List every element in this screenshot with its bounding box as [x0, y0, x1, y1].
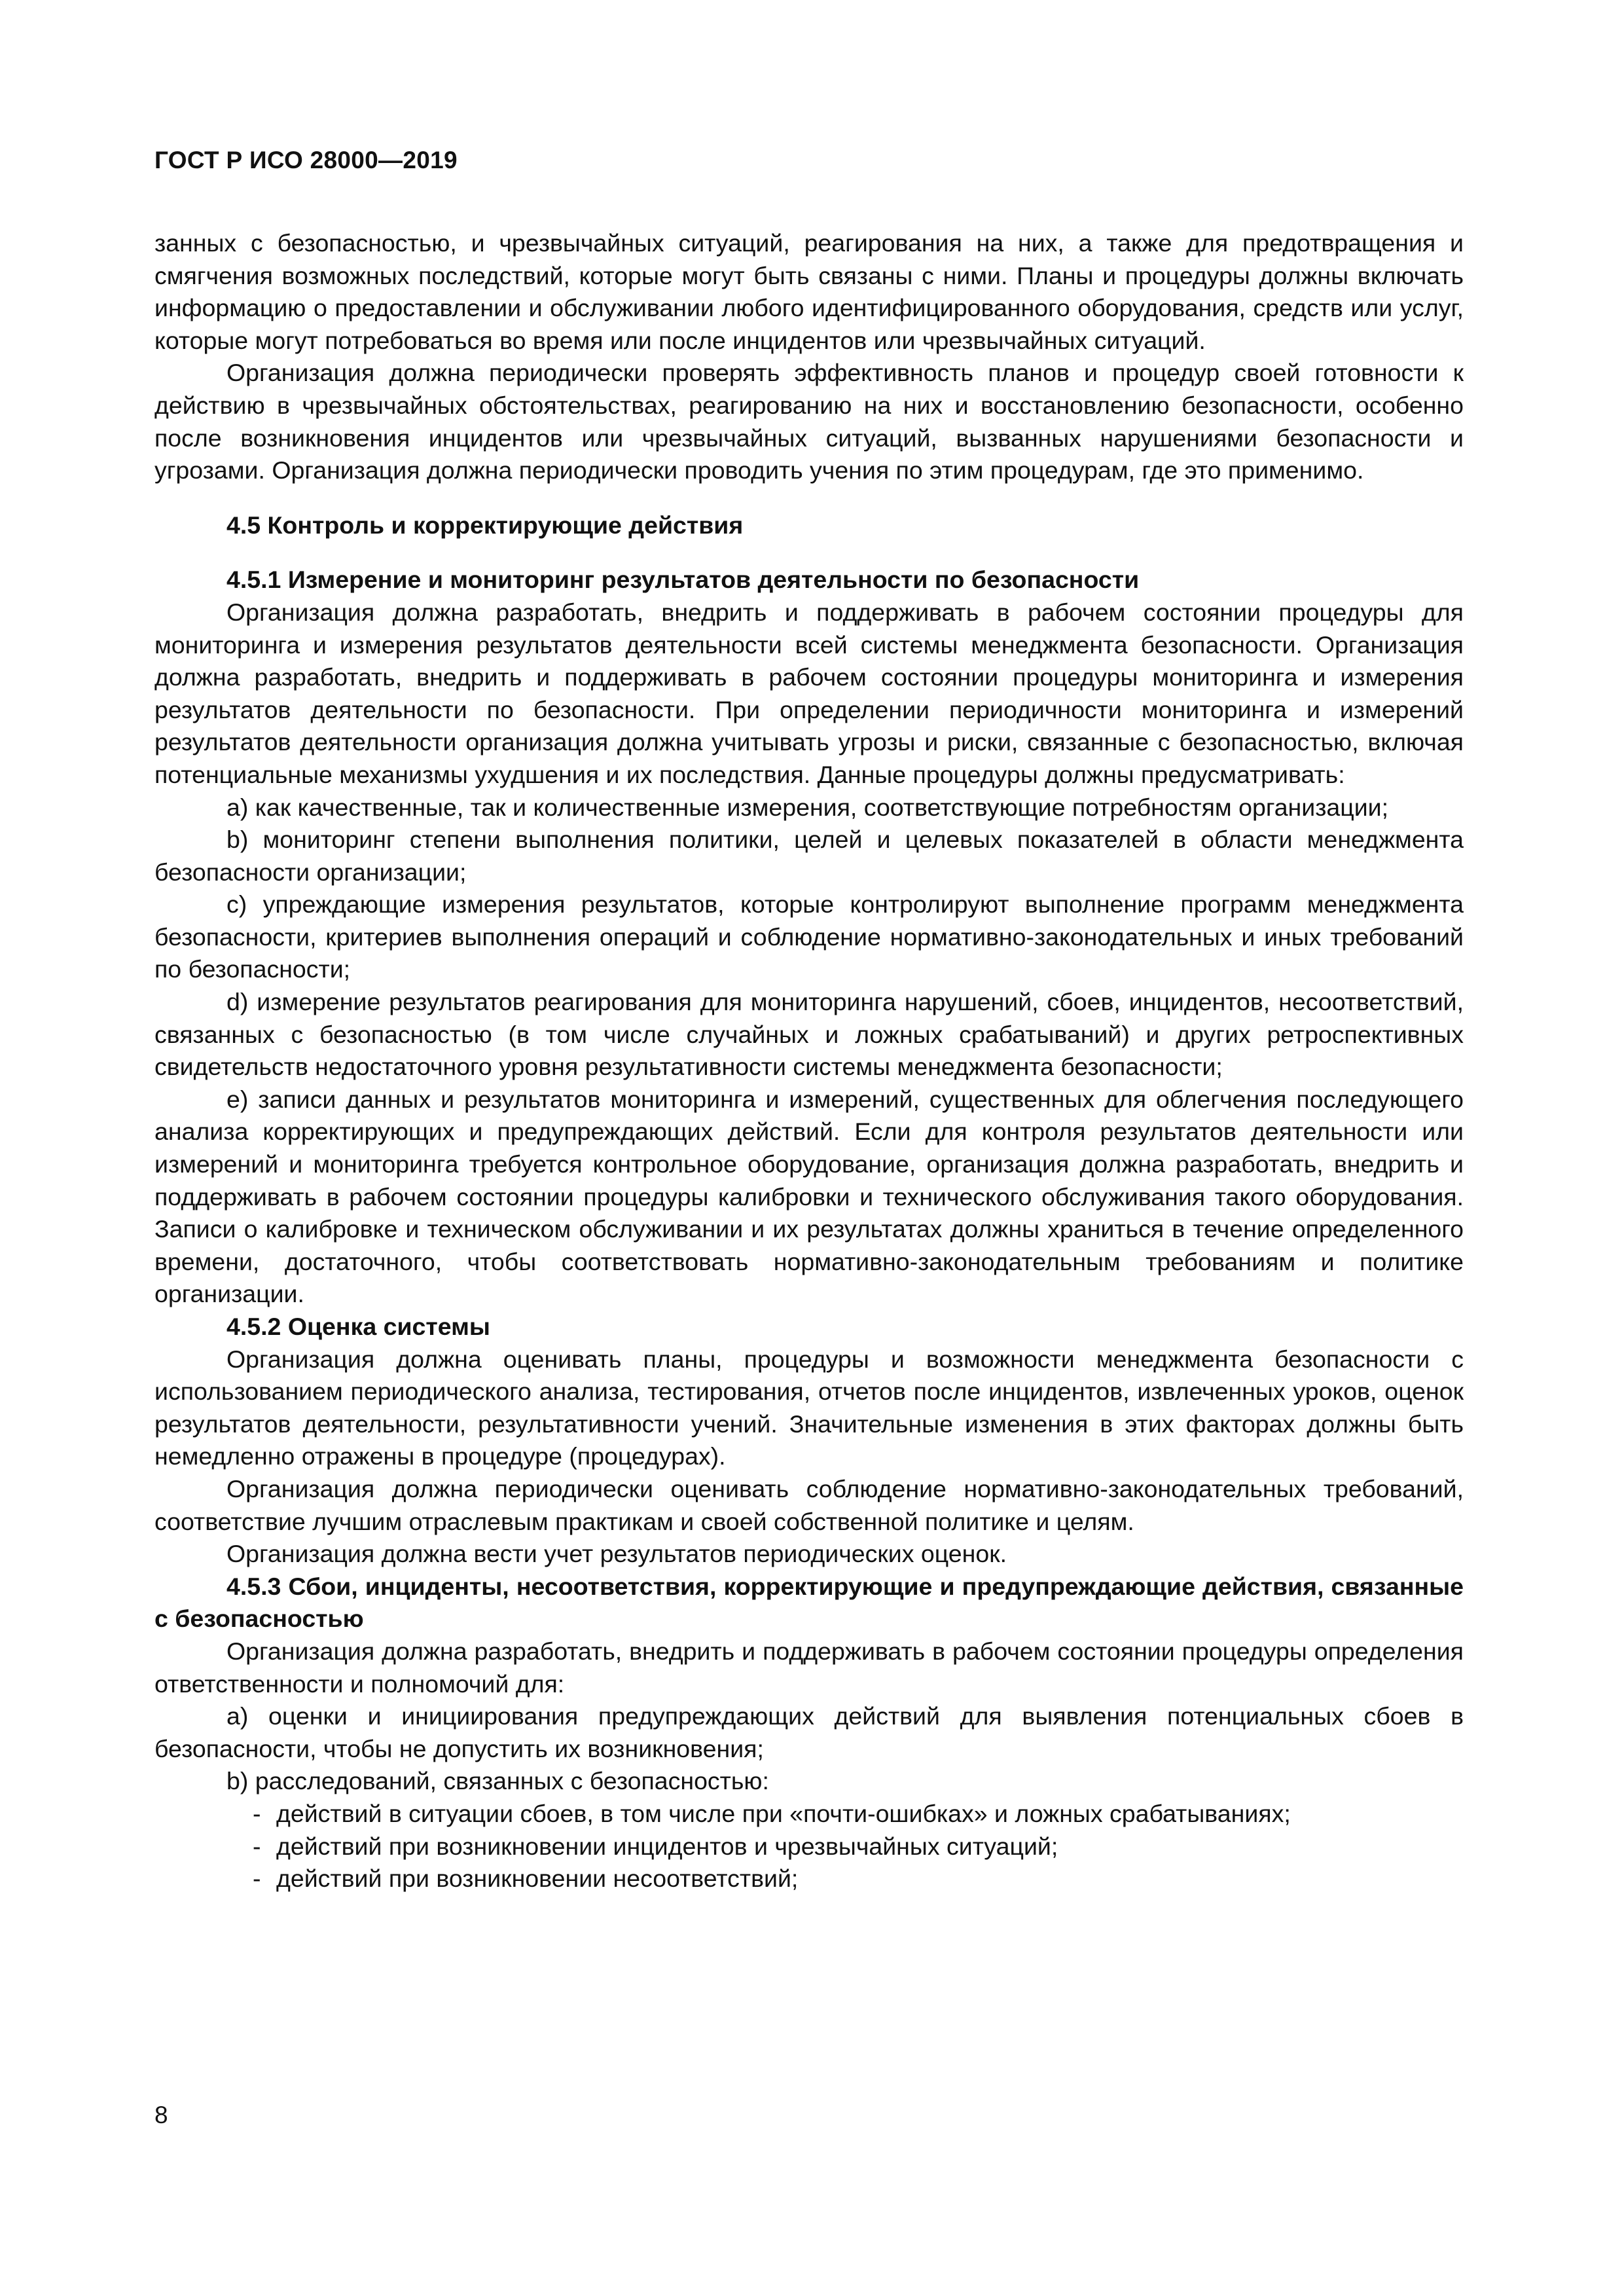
paragraph-4-5-1: Организация должна разработать, внедрить и поддерживать в рабочем состоянии процедуры для мониторинга и измерения результатов деятельности всей системы менеджмента безопасности. Организация должна разработать, внедрить и поддерживать в рабочем состоянии процедуры мониторинга и измерения результатов деятельности по безопасности. При определении периодичности мониторинга и измерений результатов деятельности организация должна учитывать угрозы и риски, связанные с безопасностью, включая потенциальные механизмы ухудшения и их последствия. Данные процедуры должны предусматривать: [154, 598, 1464, 788]
subsection-heading-4-5-3: 4.5.3 Сбои, инциденты, несоответствия, корректирующие и предупреждающие действия, связанные с безопасностью [154, 1572, 1464, 1633]
document-body [154, 227, 1464, 1895]
subsection-heading-4-5-1: 4.5.1 Измерение и мониторинг результатов деятельности по безопасности [226, 566, 1140, 594]
list-item-a: a) как качественные, так и количественные измерения, соответствующие потребностям организации; [226, 793, 1389, 821]
page-number: 8 [154, 2102, 168, 2128]
document-header: ГОСТ Р ИСО 28000—2019 [154, 147, 458, 173]
paragraph-4-5-2-records: Организация должна вести учет результатов периодических оценок. [226, 1540, 1007, 1568]
list-item-d: d) измерение результатов реагирования для мониторинга нарушений, сбоев, инцидентов, несоответствий, связанных с безопасностью (в том числе случайных и ложных срабатываний) и других ретроспективных свидетельств недостаточного уровня результативности системы менеджмента безопасности; [154, 988, 1464, 1081]
list-item-3a: a) оценки и инициирования предупреждающих действий для выявления потенциальных сбоев в безопасности, чтобы не допустить их возникновения; [154, 1702, 1464, 1762]
section-heading-4-5: 4.5 Контроль и корректирующие действия [226, 511, 744, 539]
dash-list-item: - действий при возникновении инцидентов и чрезвычайных ситуаций; [253, 1831, 1464, 1863]
paragraph-4-5-2-evaluation: Организация должна оценивать планы, процедуры и возможности менеджмента безопасности с использованием периодического анализа, тестирования, отчетов после инцидентов, извлеченных уроков, оценок результатов деятельности, результативности учений. Значительные изменения в этих факторах должны быть немедленно отражены в процедуре (процедурах). [154, 1345, 1464, 1470]
dash-list [154, 1798, 1464, 1895]
subsection-heading-4-5-2: 4.5.2 Оценка системы [226, 1313, 490, 1340]
paragraph-4-5-3: Организация должна разработать, внедрить и поддерживать в рабочем состоянии процедуры определения ответственности и полномочий для: [154, 1637, 1464, 1698]
list-item-b: b) мониторинг степени выполнения политики, целей и целевых показателей в области менеджмента безопасности организации; [154, 826, 1464, 886]
paragraph-4-5-2-compliance: Организация должна периодически оценивать соблюдение нормативно-законодательных требований, соответствие лучшим отраслевым практикам и своей собственной политике и целям. [154, 1474, 1464, 1535]
paragraph-plan-verification: Организация должна периодически проверять эффективность планов и процедур своей готовности к действию в чрезвычайных обстоятельствах, реагированию на них и восстановлению безопасности, особенно после возникновения инцидентов или чрезвычайных ситуаций, вызванных нарушениями безопасности и угрозами. Организация должна периодически проводить учения по этим процедурам, где это применимо. [154, 359, 1464, 484]
list-item-c: c) упреждающие измерения результатов, которые контролируют выполнение программ менеджмента безопасности, критериев выполнения операций и соблюдение нормативно-законодательных и иных требований по безопасности; [154, 890, 1464, 983]
list-item-e: e) записи данных и результатов мониторинга и измерений, существенных для облегчения последующего анализа корректирующих и предупреждающих действий. Если для контроля результатов деятельности или измерений и мониторинга требуется контрольное оборудование, организация должна разработать, внедрить и поддерживать в рабочем состоянии процедуры калибровки и технического обслуживания такого оборудования. Записи о калибровке и техническом обслуживании и их результатах должны храниться в течение определенного времени, достаточного, чтобы соответствовать нормативно-законодательным требованиям и политике организации. [154, 1085, 1464, 1308]
list-item-3b: b) расследований, связанных с безопасностью: [226, 1767, 769, 1795]
dash-list-item: - действий при возникновении несоответствий; [253, 1863, 1464, 1895]
dash-list-item: - действий в ситуации сбоев, в том числе при «почти-ошибках» и ложных срабатываниях; [253, 1798, 1464, 1831]
continued-paragraph: занных с безопасностью, и чрезвычайных ситуаций, реагирования на них, а также для предотвращения и смягчения возможных последствий, которые могут быть связаны с ними. Планы и процедуры должны включать информацию о предоставлении и обслуживании любого идентифицированного оборудования, средств или услуг, которые могут потребоваться во время или после инцидентов или чрезвычайных ситуаций. [154, 229, 1464, 354]
